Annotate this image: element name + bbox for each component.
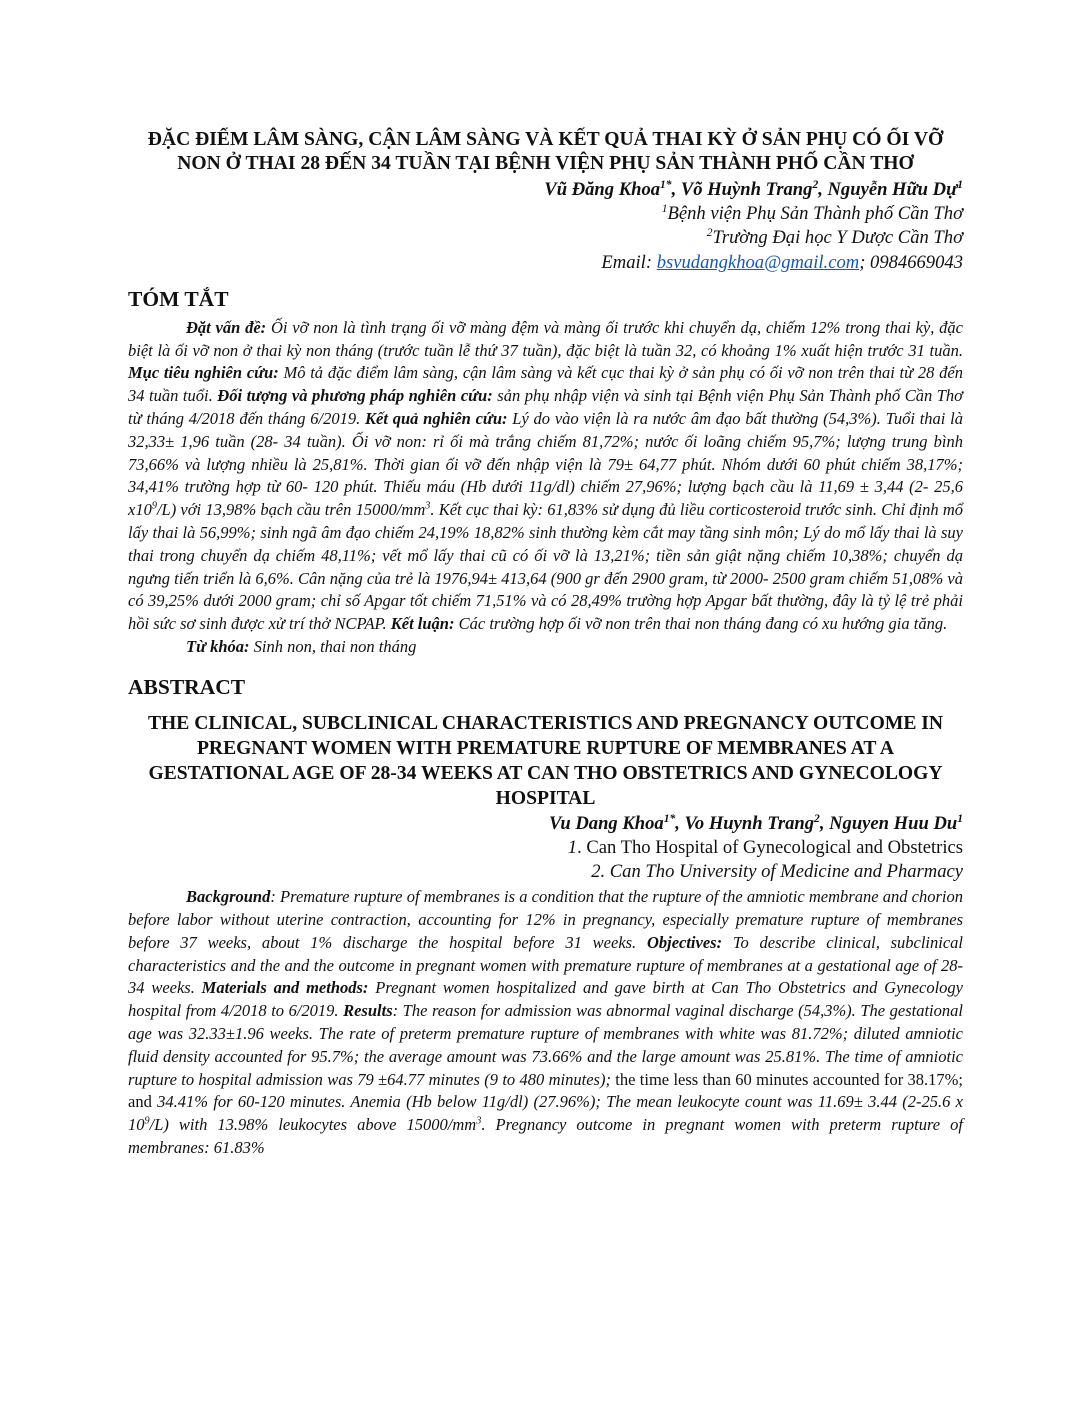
- text-run: Pregnant women hospitalized and gave birth at Can Tho Obstetrics and Gynecology hospital from 4/2018 to 6/2019.: [128, 978, 963, 1021]
- vi-title: ĐẶC ĐIỂM LÂM SÀNG, CẬN LÂM SÀNG VÀ KẾT QUẢ THAI KỲ Ở SẢN PHỤ CÓ ỐI VỠ NON Ở THAI 28 ĐẾN 34 TUẦN TẠI BỆNH VIỆN PHỤ SẢN THÀNH PHỐ CẦN THƠ: [147, 129, 944, 174]
- text-run: /L) with 13.98% leukocytes above 15000/mm: [149, 1115, 477, 1135]
- summary-heading: TÓM TẮT: [128, 286, 229, 311]
- en-affiliation-2: 2. Can Tho University of Medicine and Pharmacy: [591, 860, 963, 882]
- author-separator: ,: [675, 812, 685, 834]
- author-name: Nguyen Huu Du: [829, 812, 958, 834]
- text-run: Các trường hợp ối vỡ non trên thai non tháng đang có xu hướng gia tăng.: [454, 614, 948, 634]
- superscript: 9: [144, 1115, 150, 1127]
- paper-page: [128, 128, 963, 1160]
- en-authors: [128, 812, 963, 836]
- author-separator: ,: [671, 179, 681, 200]
- vi-affiliation-1: [128, 202, 963, 226]
- superscript: 3: [476, 1115, 482, 1127]
- section-label: Background: [186, 887, 271, 907]
- text-run: . Pregnancy outcome in pregnant women with preterm rupture of membranes: 61.83%: [128, 1115, 963, 1157]
- affiliation-1-text: Bệnh viện Phụ Sản Thành phố Cần Thơ: [667, 203, 963, 225]
- email-link[interactable]: bsvudangkhoa@gmail.com: [656, 251, 860, 273]
- en-affiliation-1: [128, 836, 963, 860]
- author-affiliation-marker: 2: [812, 178, 819, 191]
- affiliation-2-text: Trường Đại học Y Dược Cần Thơ: [712, 227, 963, 249]
- author-name: Vu Dang Khoa: [549, 812, 664, 834]
- section-label: Đối tượng và phương pháp nghiên cứu:: [217, 386, 493, 406]
- text-run: sản phụ nhập viện và sinh tại Bệnh viện Phụ Sản Thành phố Cần Thơ từ tháng 4/2018 đến tháng 6/2019.: [128, 386, 963, 428]
- text-run: Mô tả đặc điểm lâm sàng, cận lâm sàng và kết cục thai kỳ ở sản phụ có ối vỡ non trên thai từ 28 đến 34 tuần tuổi.: [128, 363, 963, 406]
- author-separator: ,: [819, 812, 830, 834]
- section-label: Kết luận:: [390, 614, 455, 634]
- section-label: Đặt vấn đề:: [186, 317, 267, 337]
- text-run: : The reason for admission was abnormal vaginal discharge (54,3%). The gestational age was 32.33±1.96 weeks. The rate of preterm premature rupture of membranes with white was 81.72%; diluted amniotic fluid density accounted for 95.7%; the average amount was 73.66% and the large amount was 25.81%. The time of amniotic rupture to hospital admission was 79 ±64.77 minutes (9 to 480 minutes);: [128, 1001, 963, 1089]
- vi-affiliation-2: [128, 226, 963, 250]
- contact-line: [128, 251, 963, 275]
- author-name: Võ Huỳnh Trang: [680, 179, 813, 200]
- en-abstract-paragraph: [128, 886, 963, 1160]
- text-run: 34.41% for 60-120 minutes. Anemia (Hb below 11g/dl) (27.96%); The mean leukocyte count was 11.69± 3.44 (2-25.6 x 10: [128, 1092, 964, 1135]
- affiliation-2-marker: 2: [706, 227, 713, 240]
- author-affiliation-marker: 1: [957, 812, 963, 825]
- author-affiliation-marker: 1*: [660, 178, 672, 191]
- author-name: Vũ Đăng Khoa: [544, 179, 661, 200]
- vi-abstract-paragraph: [128, 317, 963, 636]
- keywords-text: Sinh non, thai non tháng: [249, 636, 417, 656]
- author-name: Vo Huynh Trang: [684, 812, 815, 834]
- keywords-label: Từ khóa:: [186, 636, 250, 656]
- phone-number: ; 0984669043: [859, 251, 963, 273]
- affiliation-1-marker: 1: [661, 203, 668, 216]
- en-title: THE CLINICAL, SUBCLINICAL CHARACTERISTICS AND PREGNANCY OUTCOME IN PREGNANT WOMEN WITH PREMATURE RUPTURE OF MEMBRANES AT A GESTATIONAL AGE OF 28-34 WEEKS AT CAN THO OBSTETRICS AND GYNECOLOGY HOSPITAL: [147, 712, 944, 810]
- email-label: Email:: [601, 251, 657, 273]
- author-affiliation-marker: 1*: [663, 812, 676, 825]
- text-run: To describe clinical, subclinical characteristics and the and the outcome in pregnant women with premature rupture of membranes at a gestational age of 28-34 weeks.: [128, 932, 963, 998]
- author-name: Nguyễn Hữu Dự: [827, 179, 958, 200]
- en-affiliation-1-text: . Can Tho Hospital of Gynecological and Obstetrics: [577, 836, 963, 858]
- section-label: Mục tiêu nghiên cứu:: [128, 363, 279, 383]
- text-run: : Premature rupture of membranes is a condition that the rupture of the amniotic membrane and chorion before labor without uterine contraction, accounting for 12% in pregnancy, especially premature rupture of membranes before 37 weeks, about 1% discharge the hospital before 31 weeks.: [128, 887, 963, 952]
- section-label: Objectives:: [646, 932, 723, 952]
- author-separator: ,: [818, 179, 828, 200]
- superscript: 9: [151, 500, 157, 512]
- text-run: the time less than 60 minutes accounted for 38.17%; and: [128, 1069, 963, 1112]
- section-label: Materials and methods:: [201, 978, 369, 998]
- text-run: Lý do vào viện là ra nước âm đạo bất thường (54,3%). Tuổi thai là 32,33± 1,96 tuần (28- 34 tuần). Ối vỡ non: rỉ ối mà trắng chiếm 81,72%; nước ối loãng chiếm 95,7%; lượng trung bình 73,66% và lượng nhiều là 25,81%. Thời gian ối vỡ đến nhập viện là 79± 64,77 phút. Nhóm dưới 60 phút chiếm 38,17%; 34,41% trường hợp từ 60- 120 phút. Thiếu máu (Hb dưới 11g/dl) chiếm 27,96%; lượng bạch cầu là 11,69 ± 3,44 (2- 25,6 x10: [128, 409, 963, 520]
- text-run: /L) với 13,98% bạch cầu trên 15000/mm: [156, 500, 426, 520]
- vi-authors: [128, 178, 963, 202]
- section-label: Results: [343, 1001, 393, 1021]
- keywords-line: [186, 636, 963, 659]
- section-label: Kết quả nghiên cứu:: [365, 409, 508, 428]
- superscript: 3: [425, 500, 431, 512]
- en-affiliation-1-number: 1: [567, 836, 578, 858]
- author-affiliation-marker: 2: [814, 812, 820, 825]
- author-affiliation-marker: 1: [957, 178, 963, 191]
- text-run: . Kết cục thai kỳ: 61,83% sử dụng đủ liều corticosteroid trước sinh. Chỉ định mổ lấy thai là 56,99%; sinh ngã âm đạo chiếm 24,19% 18,82% sinh thường kèm cắt may tầng sinh môn; Lý do mổ lấy thai là suy thai trong chuyển dạ chiếm 48,11%; vết mổ lấy thai cũ có ối vỡ là 13,21%; tiền sản giật nặng chiếm 10,38%; chuyển dạ ngưng tiến triển là 6,6%. Cân nặng của trẻ là 1976,94± 413,64 (900 gr đến 2900 gram, từ 2000- 2500 gram chiếm 51,08% và có 39,25% dưới 2000 gram; chỉ số Apgar tốt chiếm 71,51% và có 28,49% trường hợp Apgar bất thường, đây là tỷ lệ trẻ phải hồi sức sơ sinh được xử trí thở NCPAP.: [128, 500, 964, 634]
- abstract-heading: ABSTRACT: [128, 674, 246, 699]
- text-run: Ối vỡ non là tình trạng ối vỡ màng đệm và màng ối trước khi chuyển dạ, chiếm 12% trong thai kỳ, đặc biệt là ối vỡ non ở thai kỳ non tháng (trước tuần lễ thứ 37 tuần), đặc biệt là tuần 32, có khoảng 1% xuất hiện trước 31 tuần.: [128, 317, 964, 360]
